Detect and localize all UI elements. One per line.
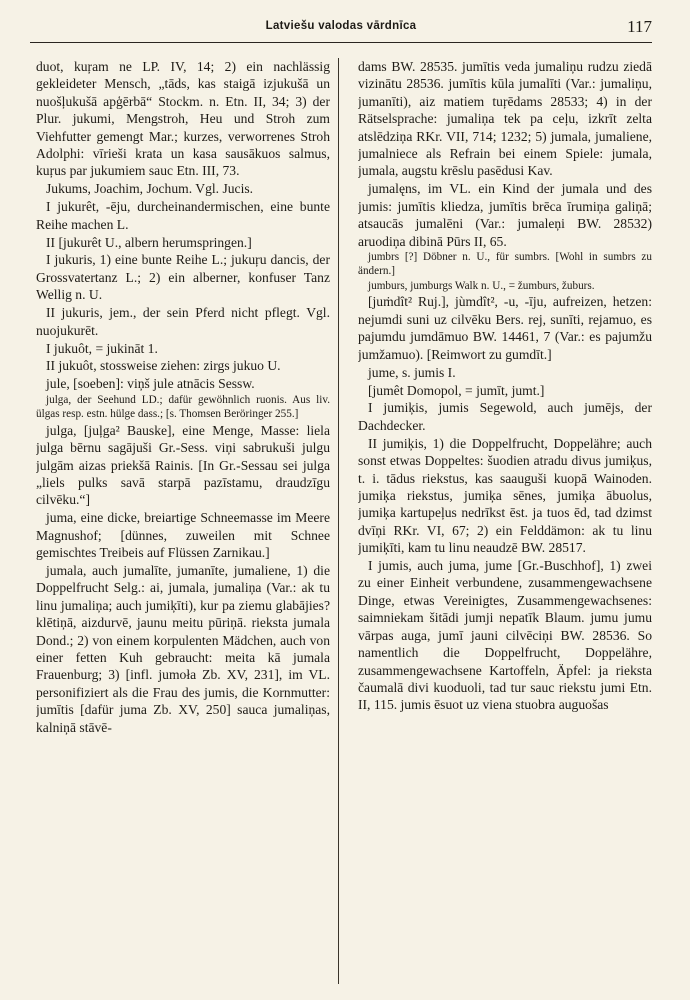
- left-column: [36, 58, 330, 988]
- dictionary-columns: [36, 58, 652, 988]
- dictionary-entry: jumbrs [?] Döbner n. U., für sumbrs. [Wohl in sumbrs zu ändern.]: [358, 251, 652, 278]
- dictionary-entry: jumala, auch jumalīte, jumanīte, jumaliene, 1) die Doppelfrucht Selg.: ai, jumala, jumaliņa (Var.: ak tu linu jumaliņa; auch jumiķīti), kur pa ziemu glabājies? klētiņā, aizdurvē, jaunu meitu pūriņā. rieksta jumala Dond.; 2) von einem korpulenten Mädchen, auch von einer fetten Kuh gebraucht: meita kā jumala Frauenburg; 3) [infl. jumoła Zb. XV, 231], im VL. personifiziert als die Frau des jumis, die Kornmutter: jumītis [dafür juma Zb. XV, 250] sauca jumaliņas, kalniņā stāvē-: [36, 562, 330, 735]
- dictionary-entry: I jumiķis, jumis Segewold, auch jumējs, der Dachdecker.: [358, 400, 652, 433]
- dictionary-entry: julga, der Seehund LD.; dafür gewöhnlich ruonis. Aus liv. ülgas resp. estn. hülge dass.; [s. Thomsen Beröringer 255.]: [36, 394, 330, 421]
- right-column: [358, 58, 652, 988]
- dictionary-entry: dams BW. 28535. jumītis veda jumaliņu rudzu ziedā vizinātu 28536. jumītis kūla jumalīti (Var.: jumaliņu, jumanīti), aiz matiem tuŗēdams 28533; 4) in der Rätselsprache: jumaliņa tek pa ceļu, izkrīt zelta atslēdziņa RKr. VII, 714; 1232; 5) jumala, jumaliene, jumalniece als Refrain bei einem Spiele: jumala, jumala, augstu krēslu pasēdusi Kav.: [358, 59, 652, 179]
- dictionary-entry: julga, [juļga² Bauske], eine Menge, Masse: liela julga bērnu sagājuši Gr.-Sess. viņi sabrukuši julgu julgām aizas priekšā Rainis. [In Gr.-Sessau sei julga „liels pulks savā starpā pazīstamu, draudzīgu cilvēku.“]: [36, 422, 330, 508]
- dictionary-entry: juma, eine dicke, breiartige Schneemasse im Meere Magnushof; [dünnes, zuweilen mit Schnee gemischtes Treibeis auf Flüssen Zarnikau.]: [36, 510, 330, 561]
- dictionary-entry: jule, [soeben]: viņš jule atnācis Sessw.: [46, 376, 255, 392]
- dictionary-entry: I jumis, auch juma, jume [Gr.-Buschhof], 1) zwei zu einer Einheit verbundene, zusammengewachsene Dinge, etwas Vereinigtes, Zusammengewachsenes: saimniekam šitādi jumji nepatīk Blaum. jumu jumu vārpas auga, jumī jauni cilvēciņi BW. 28536. So namentlich die Doppelfrucht, Doppelähre, zusammengewachsene Kartoffeln, Äpfel: ja rieksta čaumalā divi kuoduoli, tad tur sauc riekstu jumi Etn. II, 115. jumis ēsuot uz viena stuobra auguošas: [358, 558, 652, 713]
- dictionary-entry: I jukuris, 1) eine bunte Reihe L.; jukuŗu dancis, der Grossvatertanz L.; 2) ein alberner, konfuser Tanz Wellig n. U.: [36, 252, 330, 303]
- dictionary-entry: II jukuôt, stossweise ziehen: zirgs jukuo U.: [46, 358, 281, 374]
- dictionary-entry: jume, s. jumis I.: [368, 364, 456, 380]
- dictionary-entry: Jukums, Joachim, Jochum. Vgl. Jucis.: [46, 181, 254, 197]
- dictionary-entry: I jukurêt, -ēju, durcheinandermischen, eine bunte Reihe machen L.: [36, 199, 330, 232]
- dictionary-entry: [jumêt Domopol, = jumīt, jumt.]: [368, 382, 545, 398]
- dictionary-entry: jumalęns, im VL. ein Kind der jumala und des jumis: jumītis kliedza, jumītis brēca īrumiņa galiņā; atsaucās jumalēni (Var.: jumaleņi BW. 28532) aruodiņa dibinā Pūrs II, 65.: [358, 181, 652, 249]
- page-number: 117: [627, 17, 652, 36]
- dictionary-entry: II jukuris, jem., der sein Pferd nicht pflegt. Vgl. nuojukurēt.: [36, 305, 330, 338]
- dictionary-entry: I jukuôt, = jukināt 1.: [46, 340, 158, 356]
- dictionary-entry: jumburs, jumburgs Walk n. U., = žumburs, žuburs.: [368, 279, 595, 292]
- header-rule: [30, 42, 652, 43]
- dictionary-entry: duot, kuŗam ne LP. IV, 14; 2) ein nachlässig gekleideter Mensch, „tāds, kas staigā izjukušā un nuošļukušā apģērbā“ Stockm. n. Etn. II, 34; 3) der Plur. jukumi, Mengstroh, Heu und Stroh zum Viehfutter gemengt Mar.; kurzes, verworrenes Stroh Adolphi: vīrieši krata un kasa sausākuos salmus, kuŗus par jukumiem sauc Etn. III, 73.: [36, 59, 330, 179]
- dictionary-entry: [juṁdît² Ruj.], jùmdît², -u, -īju, aufreizen, hetzen: nejumdi suni uz cilvēku Bers. rej, sunīti, rejamuo, es pajumdu jumdāmuo BW. 14461, 7 (Var.: es pajumžu jumžamuo). [Reimwort zu gumdīt.]: [358, 294, 652, 362]
- running-head: Latviešu valodas vārdnīca: [265, 20, 417, 32]
- dictionary-entry: II [jukurêt U., albern herumspringen.]: [46, 234, 252, 250]
- page-header: [30, 10, 652, 46]
- dictionary-entry: II jumiķis, 1) die Doppelfrucht, Doppelähre; auch sonst etwas Doppeltes: šuodien atradu divus jumiķus, t. i. tādus riekstus, kas saauguši kuopā Wainoden. jumiķa riekstus, jumiķa sēnes, jumiķa ābuolus, jumiķa kartupeļus nedrīkst ēst. ja tuos ēd, tad dzimst dvīņi RKr. VI, 67; 2) ein Felddämon: ak tu linu jumiķīti, kam tu linu neaudzē BW. 28517.: [358, 435, 652, 556]
